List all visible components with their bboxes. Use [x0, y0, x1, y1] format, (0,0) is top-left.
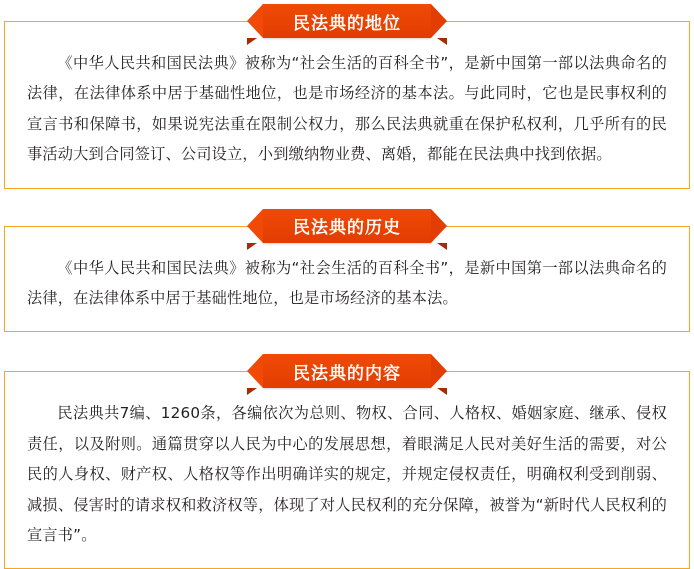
- section-history-ribbon: [263, 209, 431, 243]
- ribbon-tail-left-icon: [247, 388, 257, 395]
- section-history-body-text: 《中华人民共和国民法典》被称为“社会生活的百科全书”，是新中国第一部以法典命名的法律，在法律体系中居于基础性地位，也是市场经济的基本法。: [27, 258, 667, 308]
- section-status-body-text: 《中华人民共和国民法典》被称为“社会生活的百科全书”，是新中国第一部以法典命名的法律，在法律体系中居于基础性地位，也是市场经济的基本法。与此同时，它也是民事权利的宣言书和保障书，如果说宪法重在限制公权力，那么民法典就重在保护私权利，几乎所有的民事活动大到合同签订、公司设立，小到缴纳物业费、离婚，都能在民法典中找到依据。: [27, 54, 667, 164]
- section-status-body-box: [4, 21, 690, 189]
- ribbon-tail-right-icon: [437, 388, 447, 395]
- section-gap-1: [0, 189, 694, 209]
- section-history-header: [4, 209, 690, 243]
- section-content-title: 民法典的内容: [293, 363, 401, 384]
- ribbon-tail-left-icon: [247, 38, 257, 45]
- section-content-ribbon: [263, 354, 431, 388]
- ribbon-tail-right-icon: [437, 243, 447, 250]
- section-history-title: 民法典的历史: [293, 218, 401, 239]
- section-status-title: 民法典的地位: [293, 13, 401, 34]
- section-status-ribbon: [263, 4, 431, 38]
- section-status: [4, 4, 690, 189]
- ribbon-tail-left-icon: [247, 243, 257, 250]
- section-content: [4, 354, 690, 569]
- section-content-header: [4, 354, 690, 388]
- section-gap-2: [0, 332, 694, 354]
- section-history: [4, 209, 690, 333]
- ribbon-tail-right-icon: [437, 38, 447, 45]
- section-status-header: [4, 4, 690, 38]
- section-content-body-text: 民法典共7编、1260条，各编依次为总则、物权、合同、人格权、婚姻家庭、继承、侵权责任，以及附则。通篇贯穿以人民为中心的发展思想，着眼满足人民对美好生活的需要，对公民的人身权、财产权、人格权等作出明确详实的规定，并规定侵权责任，明确权利受到削弱、减损、侵害时的请求权和救济权等，体现了对人民权利的充分保障，被誉为“新时代人民权利的宣言书”。: [27, 404, 667, 545]
- section-content-body-box: [4, 371, 690, 569]
